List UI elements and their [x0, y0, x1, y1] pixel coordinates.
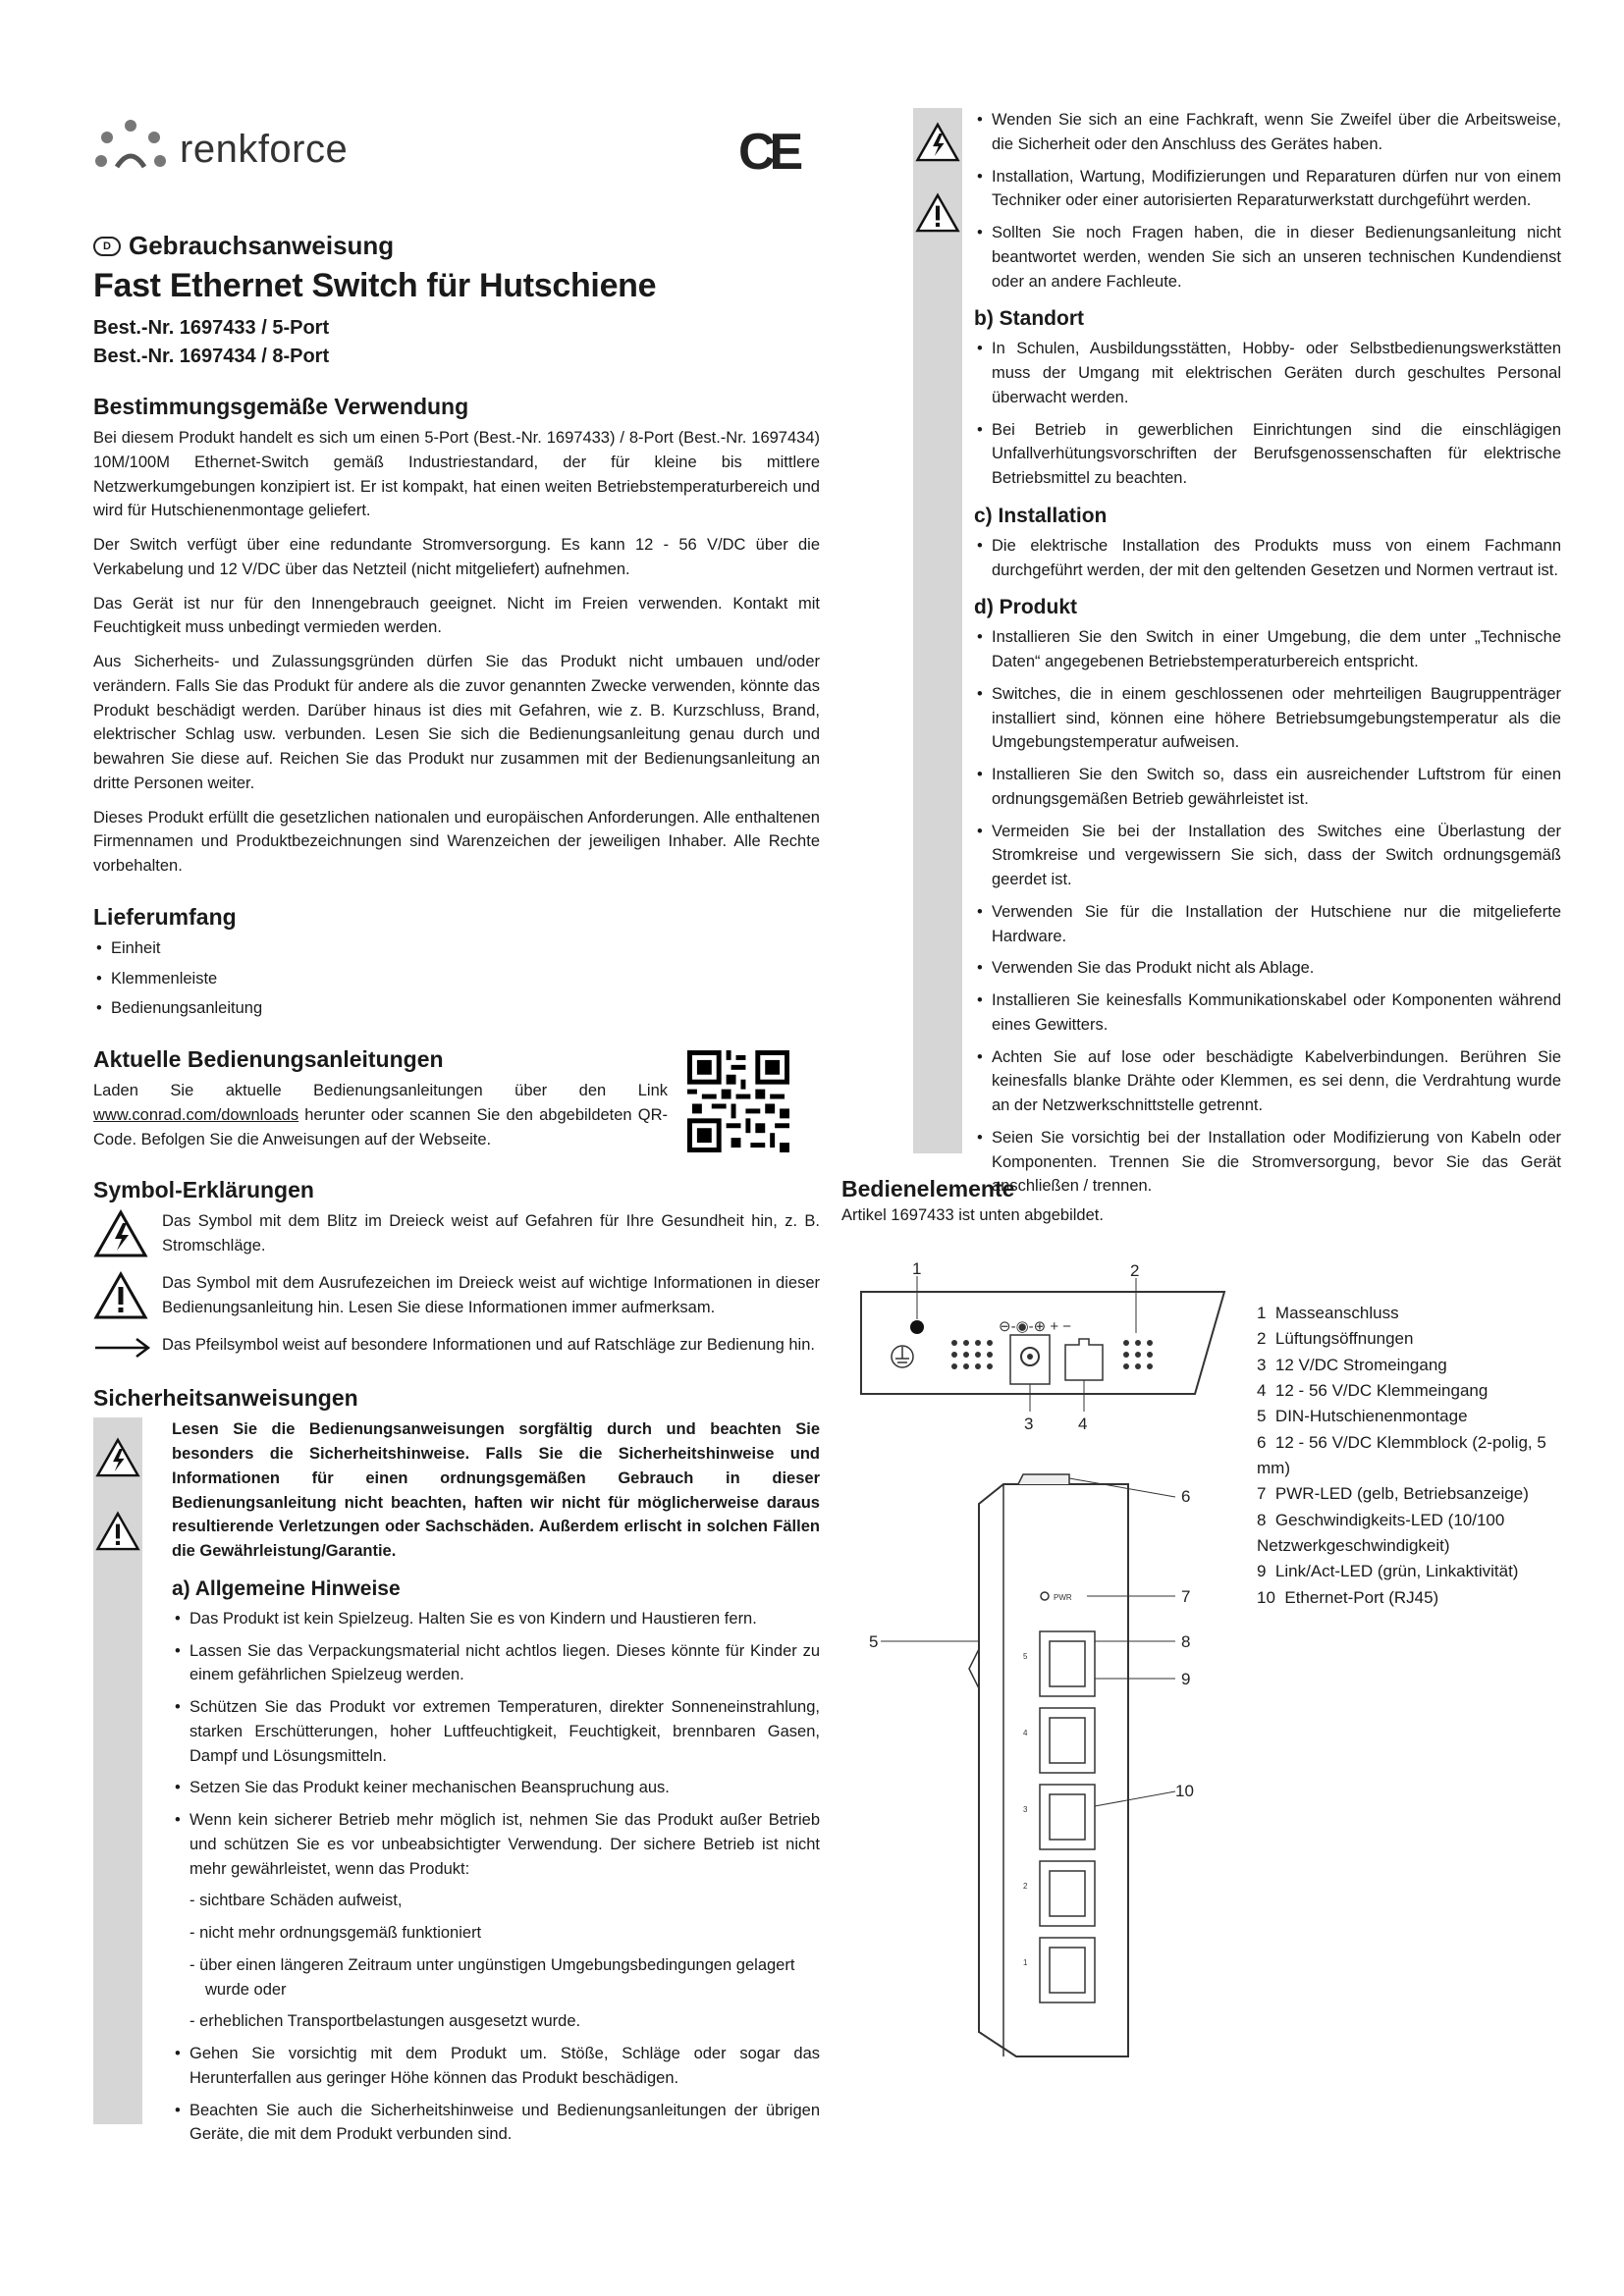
- list-item: • Setzen Sie das Produkt keiner mechanischen Beanspruchung aus.: [172, 1776, 820, 1800]
- brand-logo: [93, 116, 368, 185]
- device-front-view: [869, 1474, 1194, 2056]
- lightning-warning-icon: [93, 1209, 148, 1258]
- symbol-exclamation-text: Das Symbol mit dem Ausrufezeichen im Dreieck weist auf wichtige Informationen in dieser Bedienungsanleitung hin. Lesen Sie diese Informationen immer aufmerksam.: [162, 1274, 820, 1316]
- list-item: • Seien Sie vorsichtig bei der Installation oder Modifizierung von Kabeln oder Komponenten. Trennen Sie die Stromversorgung, bevor Sie das Gerät anschließen / trennen.: [974, 1126, 1561, 1199]
- list-item: - über einen längeren Zeitraum unter ungünstigen Umgebungsbedingungen gelagert wurde oder: [189, 1955, 795, 1999]
- safety-section: [93, 1417, 820, 2147]
- list-item: • Schützen Sie das Produkt vor extremen Temperaturen, direkter Sonneneinstrahlung, starken Erschütterungen, hoher Luftfeuchtigkeit, Feuchtigkeit, brennbaren Gasen, Dampf und Lösungsmitteln.: [172, 1695, 820, 1768]
- terminal-block-icon: [1018, 1474, 1069, 1484]
- language-badge: D: [93, 237, 121, 256]
- product-list: [974, 625, 1561, 1199]
- ethernet-ports-icon: [1040, 1631, 1095, 2002]
- din-rail-clip-icon: [969, 1649, 979, 1688]
- location-heading: b) Standort: [974, 307, 1084, 331]
- callout-1: 1: [912, 1259, 922, 1278]
- list-item: • Wenden Sie sich an eine Fachkraft, wenn Sie Zweifel über die Arbeitsweise, die Sicherheit oder den Anschluss des Gerätes haben.: [974, 108, 1561, 157]
- general-notes-list: [172, 1607, 820, 1882]
- list-item: • Beachten Sie auch die Sicherheitshinweise und Bedienungsanleitungen der übrigen Geräte, die mit dem Produkt verbunden sind.: [172, 2099, 820, 2148]
- port-number: 3: [1023, 1805, 1028, 1814]
- list-item: • In Schulen, Ausbildungsstätten, Hobby- oder Selbstbedienungswerkstätten muss der Umgang mit elektrischen Geräten durch geschultes Personal überwacht werden.: [974, 337, 1561, 409]
- list-item: • Installation, Wartung, Modifizierungen und Reparaturen dürfen nur von einem Techniker oder einer autorisierten Reparaturwerkstatt durchgeführt werden.: [974, 165, 1561, 214]
- legend-item: 5 DIN-Hutschienenmontage: [1257, 1407, 1468, 1426]
- legend-item: 3 12 V/DC Stromeingang: [1257, 1355, 1447, 1374]
- legend-item: 9 Link/Act-LED (grün, Linkaktivität): [1257, 1562, 1519, 1581]
- symbol-arrow-row: [93, 1333, 820, 1367]
- callout-7: 7: [1181, 1587, 1191, 1606]
- list-item: • Lassen Sie das Verpackungsmaterial nicht achtlos liegen. Dieses könnte für Kinder zu einem gefährlichen Spielzeug werden.: [172, 1639, 820, 1688]
- list-item: • Installieren Sie den Switch in einer Umgebung, die dem unter „Technische Daten“ angegebenen Betriebstemperaturbereich entspricht.: [974, 625, 1561, 674]
- order-number-8port: Best.-Nr. 1697434 / 8-Port: [93, 346, 330, 367]
- legend-item: 2 Lüftungsöffnungen: [1257, 1329, 1414, 1349]
- port-number: 2: [1023, 1882, 1028, 1891]
- callout-2: 2: [1130, 1261, 1140, 1280]
- legend-item: 7 PWR-LED (gelb, Betriebsanzeige): [1257, 1484, 1529, 1504]
- controls-heading: Bedienelemente: [841, 1176, 1015, 1201]
- product-heading: d) Produkt: [974, 596, 1077, 619]
- legend-item: 4 12 - 56 V/DC Klemmeingang: [1257, 1381, 1489, 1401]
- general-notes-heading: a) Allgemeine Hinweise: [172, 1576, 401, 1600]
- intended-use-p5: Dieses Produkt erfüllt die gesetzlichen nationalen und europäischen Anforderungen. Alle enthaltenen Firmennamen und Produktbezeichnungen sind Warenzeichen der jeweiligen Inhaber. Alle Rechte vorbehalten.: [93, 808, 820, 875]
- safety-content: [93, 1417, 820, 2147]
- controls-section: [841, 1176, 1568, 1225]
- controls-legend: [1257, 1301, 1571, 1611]
- callout-8: 8: [1181, 1632, 1191, 1651]
- doc-label-text: Gebrauchsanweisung: [129, 231, 395, 260]
- exclamation-warning-icon: [915, 192, 960, 234]
- intended-use-p3: Das Gerät ist nur für den Innengebrauch geeignet. Nicht im Freien verwenden. Kontakt mit Feuchtigkeit muss unbedingt vermieden werden.: [93, 594, 820, 637]
- installation-list: [974, 534, 1561, 583]
- brand-name: renkforce: [180, 128, 349, 171]
- callout-5: 5: [869, 1632, 879, 1651]
- ground-led-dot: [910, 1320, 924, 1334]
- safety-continued: [913, 108, 1561, 1199]
- legend-item: 8 Geschwindigkeits-LED (10/100 Netzwerkgeschwindigkeit): [1257, 1510, 1505, 1556]
- list-item: • Klemmenleiste: [93, 967, 820, 991]
- downloads-link[interactable]: www.conrad.com/downloads: [93, 1105, 299, 1124]
- list-item: • Verwenden Sie für die Installation der Hutschiene nur die mitgelieferte Hardware.: [974, 900, 1561, 949]
- list-item: • Einheit: [93, 936, 820, 961]
- vent-right-icon: [1123, 1340, 1153, 1369]
- general-notes-list-cont: [172, 2042, 820, 2147]
- exclamation-warning-icon: [95, 1511, 140, 1552]
- right-column: [913, 108, 1561, 1206]
- list-item: • Installieren Sie keinesfalls Kommunikationskabel oder Komponenten während eines Gewitters.: [974, 988, 1561, 1038]
- legend-item: 10 Ethernet-Port (RJ45): [1257, 1587, 1439, 1607]
- arrow-right-icon: [93, 1333, 152, 1362]
- exclamation-warning-icon: [93, 1271, 148, 1320]
- intended-use-p4: Aus Sicherheits- und Zulassungsgründen dürfen Sie das Produkt nicht umbauen und/oder verändern. Falls Sie das Produkt für andere als die zuvor genannten Zwecke verwenden, könnte das Produkt beschädigt werden. Darüber hinaus ist dies mit Gefahren, wie z. B. Kurzschluss, Brand, elektrischer Schlag usw. verbunden. Lesen Sie sich die Bedienungsanleitung genau durch und bewahren Sie diese auf. Reichen Sie das Produkt nur zusammen mit der Bedienungsanleitung an dritte Personen weiter.: [93, 653, 820, 792]
- manuals-section: [93, 1046, 820, 1151]
- lightning-warning-icon: [95, 1437, 140, 1478]
- scope-heading: Lieferumfang: [93, 903, 237, 930]
- callout-3: 3: [1024, 1415, 1034, 1433]
- lightning-warning-icon: [915, 122, 960, 163]
- list-item: • Bei Betrieb in gewerblichen Einrichtungen sind die einschlägigen Unfallverhütungsvorschriften der Berufsgenossenschaften für elektrische Betriebsmittel zu beachten.: [974, 418, 1561, 491]
- manuals-text: [93, 1079, 668, 1151]
- port-number: 4: [1023, 1729, 1028, 1737]
- ce-mark: CE: [738, 124, 798, 181]
- safety-side-bar-right: [913, 108, 962, 1153]
- list-item: • Sollten Sie noch Fragen haben, die in dieser Bedienungsanleitung nicht beantwortet werden, wenden Sie sich an unseren technischen Kundendienst oder an andere Fachleute.: [974, 221, 1561, 294]
- port-number: 1: [1023, 1958, 1028, 1967]
- list-item: • Das Produkt ist kein Spielzeug. Halten Sie es von Kindern und Haustieren fern.: [172, 1607, 820, 1631]
- legend-item: 6 12 - 56 V/DC Klemmblock (2-polig, 5 mm): [1257, 1432, 1546, 1478]
- pwr-label: PWR: [1054, 1593, 1072, 1602]
- callout-9: 9: [1181, 1670, 1191, 1688]
- list-item: • Bedienungsanleitung: [93, 996, 820, 1021]
- callout-6: 6: [1181, 1487, 1191, 1506]
- list-item: - sichtbare Schäden aufweist,: [189, 1892, 403, 1910]
- doc-label: [93, 231, 820, 261]
- list-item: • Switches, die in einem geschlossenen oder mehrteiligen Baugruppenträger installiert sind, können eine höhere Betriebsumgebungstemperatur als die Umgebungstemperatur aufweisen.: [974, 682, 1561, 755]
- qr-code-icon[interactable]: [687, 1050, 789, 1152]
- device-top-view: [861, 1259, 1224, 1433]
- list-item: • Installieren Sie den Switch so, dass ein ausreichender Luftstrom für einen ordnungsgemäßen Betrieb gewährleistet ist.: [974, 763, 1561, 812]
- safety-intro: Lesen Sie die Bedienungsanweisungen sorgfältig durch und beachten Sie besonders die Sicherheitshinweise. Falls Sie die Sicherheitshinweise und Informationen für einen ordnungsgemäßen Gebrauch in dieser Bedienungsanleitung nicht beachten, haften wir nicht für möglicherweise daraus resultierende Verletzungen oder Sachschäden. Außerdem erlischt in solchen Fällen die Gewährleistung/Garantie.: [172, 1420, 820, 1560]
- list-item: - nicht mehr ordnungsgemäß funktioniert: [189, 1924, 482, 1942]
- callout-10: 10: [1175, 1782, 1194, 1800]
- symbol-lightning-text: Das Symbol mit dem Blitz im Dreieck weist auf Gefahren für Ihre Gesundheit hin, z. B. Stromschläge.: [162, 1212, 820, 1255]
- list-item: • Vermeiden Sie bei der Installation des Switches eine Überlastung der Stromkreise und vergewissern Sie sich, dass der Switch ordnungsgemäß geerdet ist.: [974, 820, 1561, 892]
- device-diagram: [841, 1256, 1234, 2061]
- manuals-text-before: Laden Sie aktuelle Bedienungsanleitungen über den Link: [93, 1082, 668, 1099]
- list-item: • Wenn kein sicherer Betrieb mehr möglich ist, nehmen Sie das Produkt außer Betrieb und schützen Sie es vor unbeabsichtigter Verwendung. Der sichere Betrieb ist nicht mehr gewährleistet, wenn das Produkt:: [172, 1808, 820, 1881]
- left-column: [93, 231, 820, 2155]
- power-polarity-label: ⊖-◉-⊕ + −: [999, 1318, 1072, 1335]
- safety-right-content: [913, 108, 1561, 1199]
- intended-use-p2: Der Switch verfügt über eine redundante Stromversorgung. Es kann 12 - 56 V/DC über die Verkabelung und 12 V/DC über das Netzteil (nicht mitgeliefert) aufnehmen.: [93, 536, 820, 578]
- controls-subtitle: Artikel 1697433 ist unten abgebildet.: [841, 1206, 1104, 1224]
- manuals-text-after: herunter oder scannen Sie den abgebildeten QR-Code. Befolgen Sie die Anweisungen auf der Webseite.: [93, 1105, 668, 1148]
- list-item: • Verwenden Sie das Produkt nicht als Ablage.: [974, 956, 1561, 981]
- list-item: • Achten Sie auf lose oder beschädigte Kabelverbindungen. Berühren Sie keinesfalls blanke Drähte oder Klemmen, es sei denn, die Verdrahtung wurde an der Netzwerkschnittstelle getrennt.: [974, 1045, 1561, 1118]
- intended-use-heading: Bestimmungsgemäße Verwendung: [93, 394, 469, 419]
- list-item: - erheblichen Transportbelastungen ausgesetzt wurde.: [189, 2012, 581, 2031]
- installation-heading: c) Installation: [974, 504, 1108, 527]
- list-item: • Gehen Sie vorsichtig mit dem Produkt um. Stöße, Schläge oder sogar das Herunterfallen aus geringer Höhe können das Produkt beschädigen.: [172, 2042, 820, 2091]
- port-number: 5: [1023, 1652, 1028, 1661]
- renkforce-logo-icon: [93, 116, 172, 185]
- symbol-lightning-row: [93, 1209, 820, 1263]
- unsafe-conditions-list: [172, 1889, 820, 2034]
- page-title: Fast Ethernet Switch für Hutschiene: [93, 267, 657, 304]
- safety-heading: Sicherheitsanweisungen: [93, 1385, 358, 1412]
- symbol-exclamation-row: [93, 1271, 820, 1325]
- location-list: [974, 337, 1561, 491]
- safety-side-bar: [93, 1417, 142, 2124]
- scope-list: [93, 936, 820, 1021]
- expert-notes-list: [974, 108, 1561, 294]
- order-number-5port: Best.-Nr. 1697433 / 5-Port: [93, 317, 330, 339]
- manuals-heading: Aktuelle Bedienungsanleitungen: [93, 1046, 444, 1072]
- symbol-arrow-text: Das Pfeilsymbol weist auf besondere Informationen und auf Ratschläge zur Bedienung hin.: [162, 1336, 815, 1355]
- symbols-heading: Symbol-Erklärungen: [93, 1177, 314, 1203]
- legend-item: 1 Masseanschluss: [1257, 1304, 1399, 1322]
- list-item: • Die elektrische Installation des Produkts muss von einem Fachmann durchgeführt werden, der mit den geltenden Gesetzen und Normen vertraut ist.: [974, 534, 1561, 583]
- intended-use-p1: Bei diesem Produkt handelt es sich um einen 5-Port (Best.-Nr. 1697433) / 8-Port (Best.-Nr. 1697434) 10M/100M Ethernet-Switch gemäß Industriestandard, der für kleine bis mittlere Netzwerkumgebungen konzipiert ist. Er ist kompakt, hat einen weiten Betriebstemperaturbereich und wird für Hutschienenmontage geliefert.: [93, 429, 820, 520]
- callout-4: 4: [1078, 1415, 1088, 1433]
